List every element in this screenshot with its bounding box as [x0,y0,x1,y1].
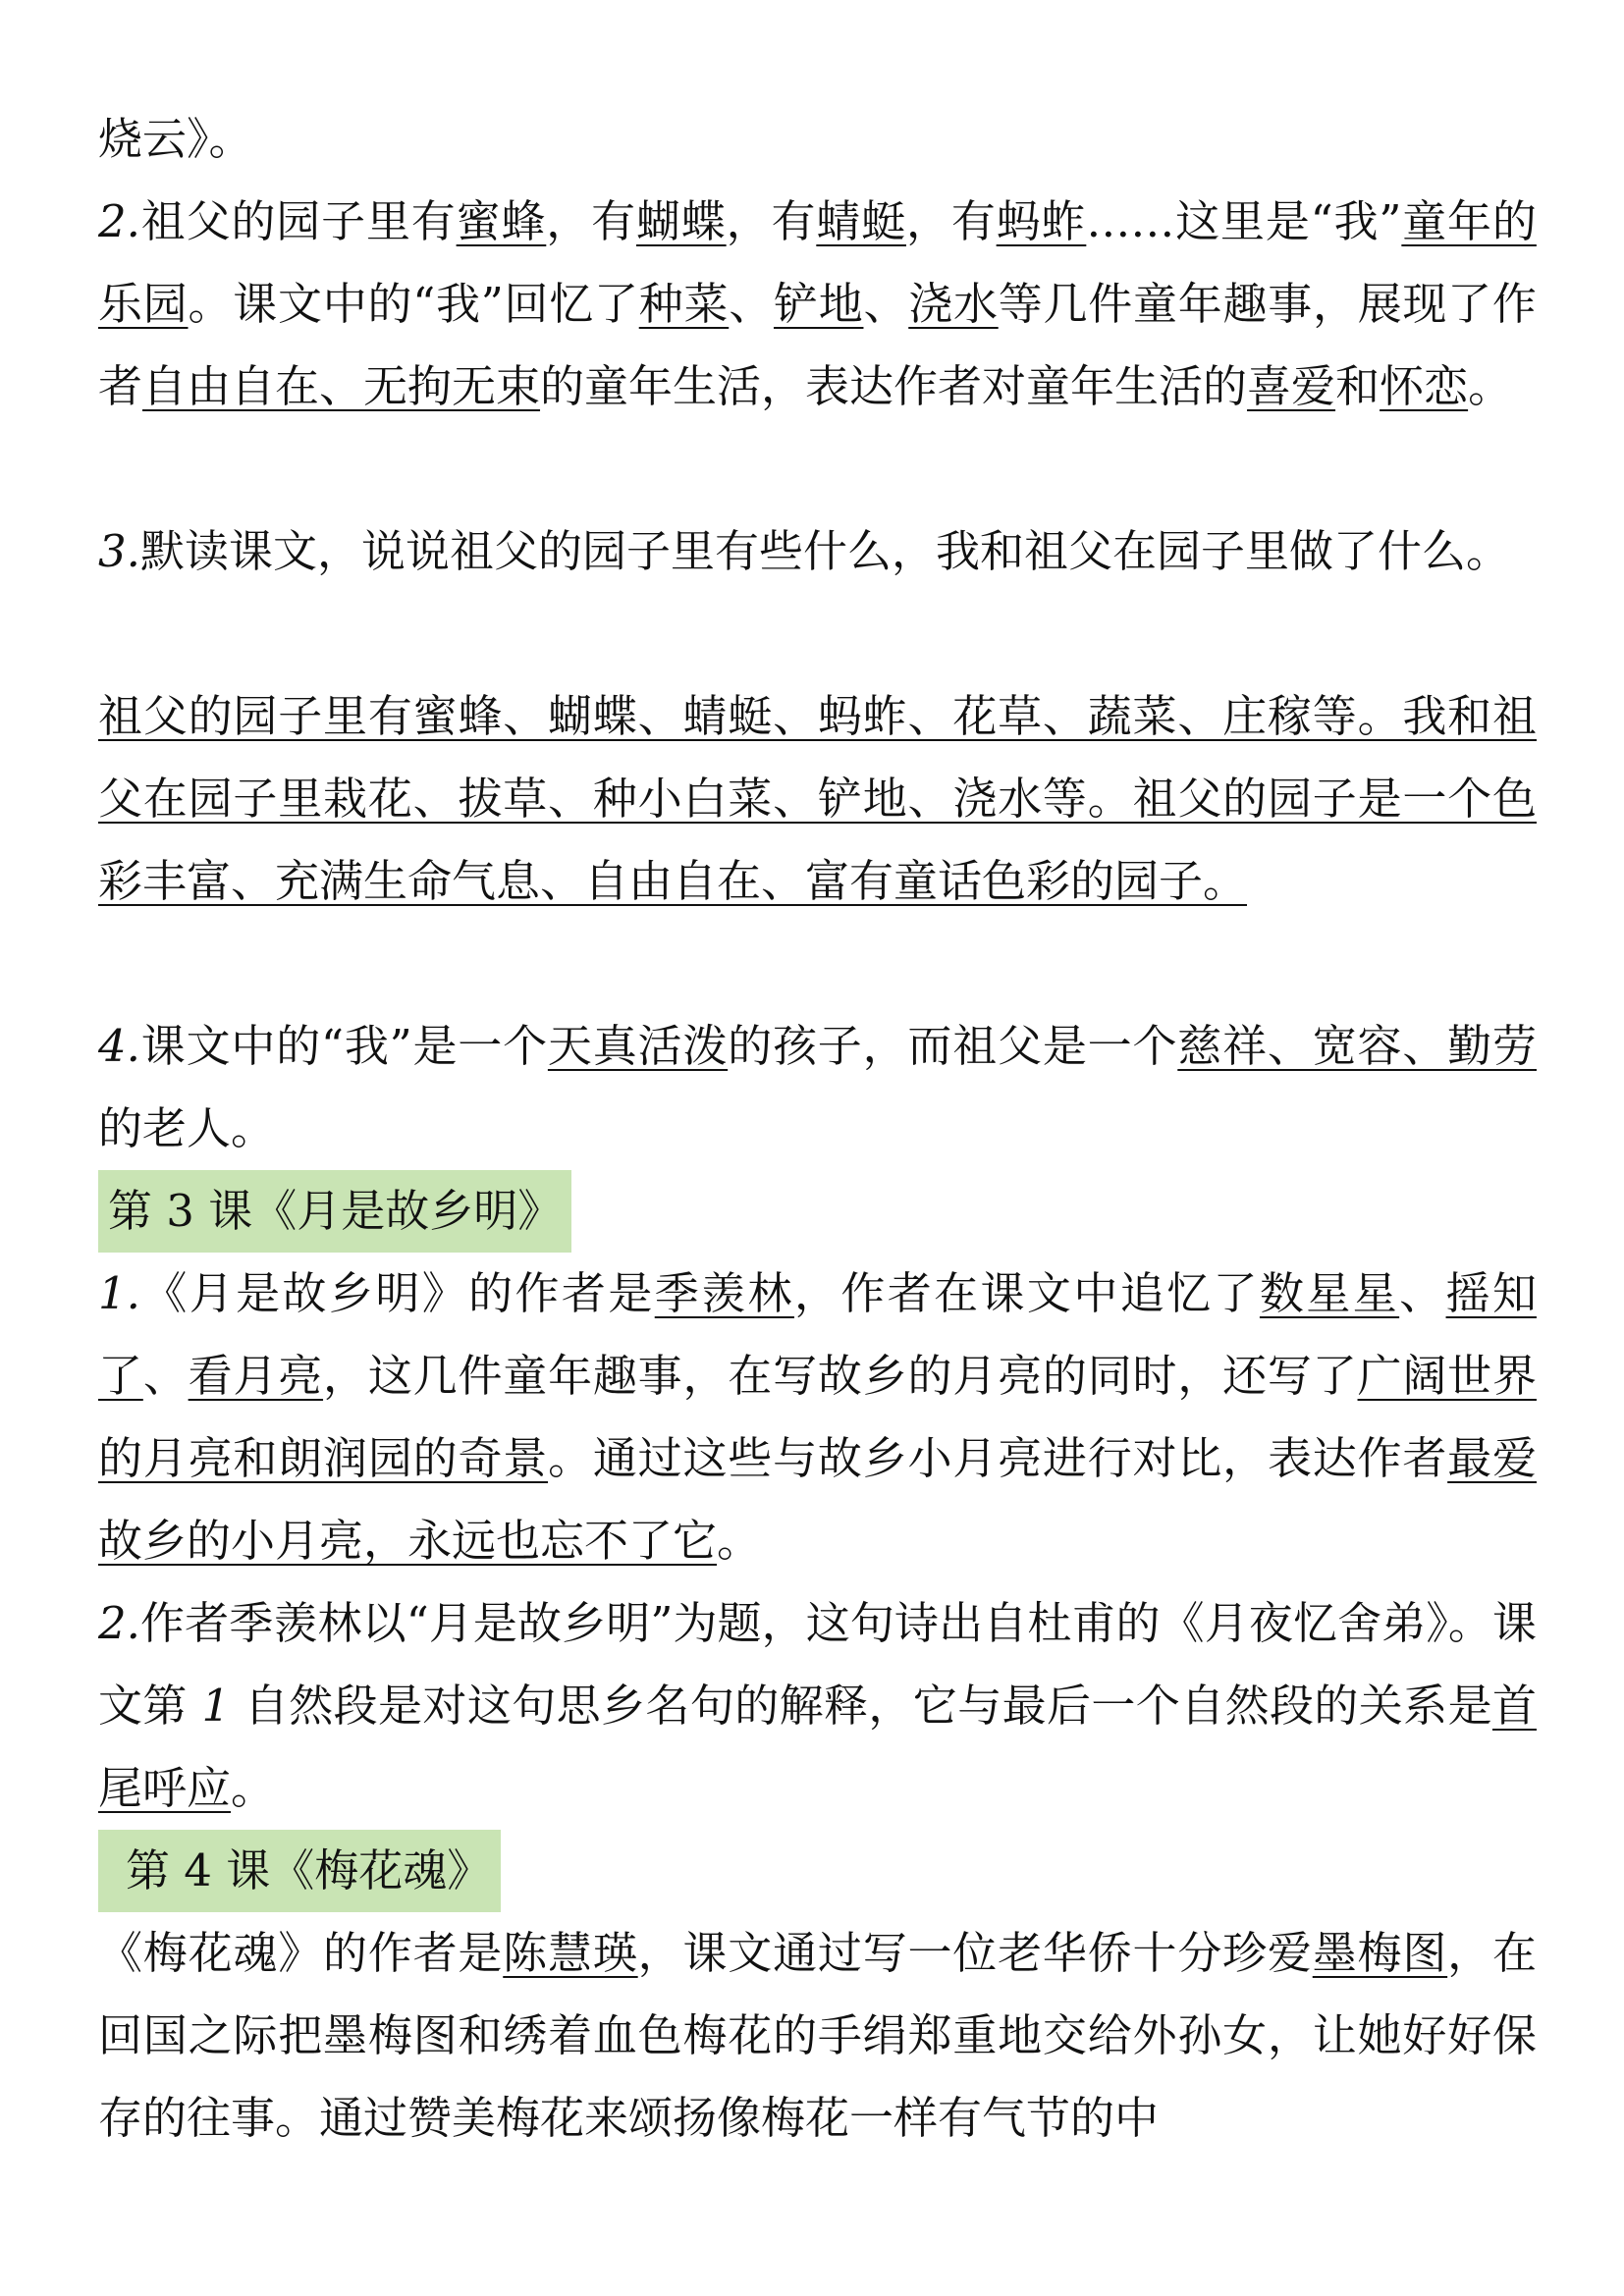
text: 、 [142,1350,189,1402]
underlined-answer: 慈祥、宽容、勤劳 [1177,1020,1537,1072]
text: ，课文通过写一位老华侨十分珍爱 [637,1927,1313,1979]
paragraph-lesson2-item2 [98,181,1537,428]
item-number: 4. [98,1020,140,1072]
paragraph-lesson4 [98,1912,1537,2160]
text: 自然段是对这句思乡名句的解释，它与最后一个自然段的关系是 [230,1680,1492,1732]
paragraph-number: 1 [201,1680,231,1732]
text: 的孩子，而祖父是一个 [728,1020,1178,1072]
text: 。通过这些与故乡小月亮进行对比，表达作者 [548,1432,1448,1484]
underlined-answer: 童年的乐园 [98,195,1537,330]
paragraph-continuation [98,98,1537,181]
text: 烧云》。 [98,113,253,165]
paragraph-lesson2-answer3 [98,675,1537,923]
underlined-answer: 季羡林 [654,1267,794,1319]
underlined-answer: 祖父的园子里有蜜蜂、蝴蝶、蜻蜓、蚂蚱、花草、蔬菜、庄稼等。我和祖父在园子里栽花、拔草、种小白菜、铲地、浇水等。祖父的园子是一个色彩丰富、充满生命气息、自由自在、富有童话色彩的园子。 [98,690,1537,907]
item-number: 2. [98,1597,140,1649]
paragraph-lesson3-item1 [98,1253,1537,1582]
underlined-answer: 数星星 [1259,1267,1400,1319]
text: 等几件童年趣事，展现了作者 [98,278,1537,412]
paragraph-lesson3-item2 [98,1582,1537,1830]
text: 祖父的园子里有 [139,195,457,247]
lesson4-heading: 第 4 课《梅花魂》 [98,1830,501,1912]
text: 作者季羡林以“月是故乡明”为题，这句诗出自杜甫的《月夜忆舍弟》。课文第 [98,1597,1537,1732]
paragraph-lesson2-item3 [98,510,1537,593]
text: 的童年生活，表达作者对童年生活的 [540,360,1248,412]
text: ……这里是“我” [1086,195,1402,247]
text: ，有 [726,195,817,247]
text: ，作者在课文中追忆了 [793,1267,1260,1319]
paragraph-lesson2-item4 [98,1005,1537,1170]
text: 。 [1468,360,1513,412]
underlined-answer: 陈慧瑛 [503,1927,638,1979]
underlined-answer: 怀恋 [1380,360,1469,412]
text: 课文中的“我”是一个 [139,1020,548,1072]
text: 默读课文，说说祖父的园子里有些什么，我和祖父在园子里做了什么。 [139,525,1510,577]
underlined-answer: 自由自在、无拘无束 [142,360,541,412]
underlined-answer: 蚂蚱 [996,195,1087,247]
underlined-answer: 铲地 [773,278,864,330]
item-number: 1. [98,1267,140,1319]
underlined-answer: 喜爱 [1247,360,1336,412]
underlined-answer: 蜻蜓 [816,195,906,247]
text: 、 [863,278,909,330]
lesson3-heading: 第 3 课《月是故乡明》 [98,1170,571,1253]
text: 《月是故乡明》的作者是 [139,1267,655,1319]
underlined-answer: 看月亮 [188,1350,324,1402]
text: 、 [1399,1267,1446,1319]
text: ，有 [546,195,636,247]
underlined-answer: 最爱故乡的小月亮，永远也忘不了它 [98,1432,1537,1567]
text: 的老人。 [98,1102,276,1154]
text: 和 [1335,360,1380,412]
item-number: 3. [98,525,140,577]
text: 《梅花魂》的作者是 [98,1927,504,1979]
underlined-answer: 摇知了 [98,1267,1537,1402]
underlined-answer: 广阔世界的月亮和朗润园的奇景 [98,1350,1537,1484]
underlined-answer: 浇水 [908,278,999,330]
underlined-answer: 墨梅图 [1312,1927,1448,1979]
text: ，这几件童年趣事，在写故乡的月亮的同时，还写了 [323,1350,1358,1402]
underlined-answer: 首尾呼应 [98,1680,1537,1814]
text: 。 [231,1762,276,1814]
text: 。课文中的“我”回忆了 [188,278,639,330]
item-number: 2. [98,195,140,247]
text: 。 [717,1515,762,1567]
underlined-answer: 蜜蜂 [456,195,547,247]
text: ，在回国之际把墨梅图和绣着血色梅花的手绢郑重地交给外孙女，让她好好保存的往事。通过赞美梅花来颂扬像梅花一样有气节的中 [98,1927,1537,2144]
text: 、 [729,278,774,330]
underlined-answer: 蝴蝶 [635,195,727,247]
text: ，有 [905,195,997,247]
underlined-answer: 天真活泼 [547,1020,729,1072]
underlined-answer: 种菜 [638,278,730,330]
